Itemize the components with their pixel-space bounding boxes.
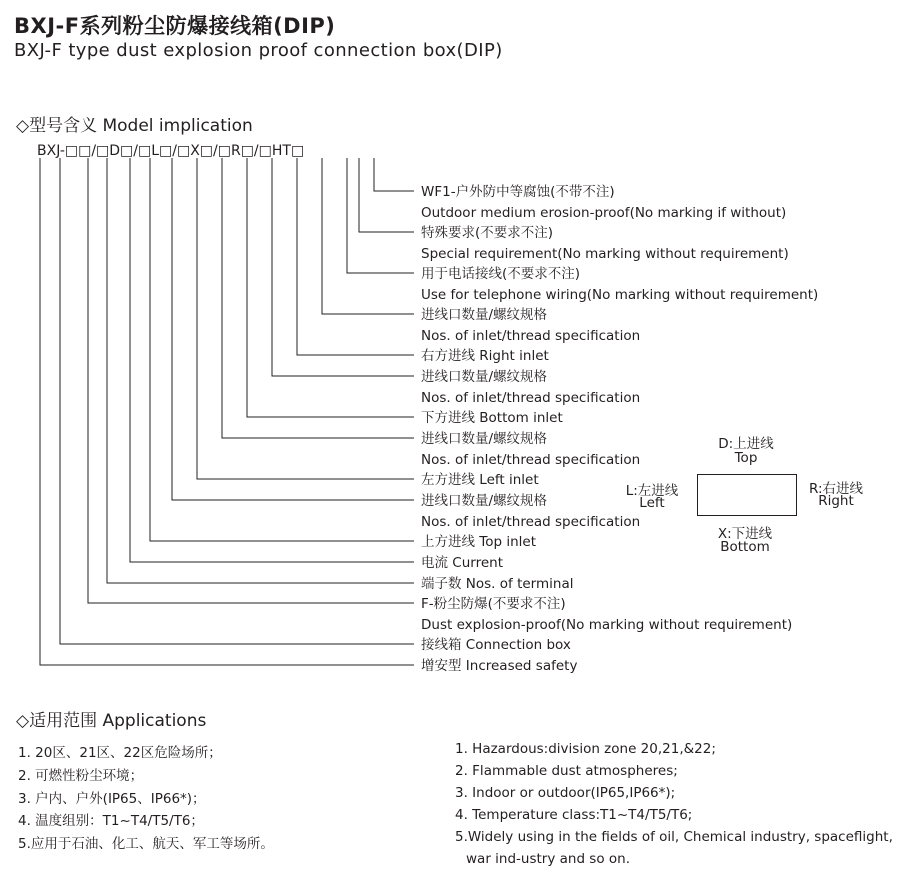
item-2: 特殊要求(不要求不注) [421,225,554,241]
app-en-4: 5.Widely using in the fields of oil, Chemical industry, spaceflight, [455,829,893,845]
leader-line [60,158,414,644]
app-en-3: 4. Temperature class:T1~T4/T5/T6; [455,807,693,823]
item-4: 用于电话接线(不要求不注) [421,266,581,282]
item-10: Nos. of inlet/thread specification [421,390,641,406]
app-cn-4: 5.应用于石油、化工、航天、军工等场所。 [18,836,274,852]
diagram-box [697,474,797,516]
app-en-0: 1. Hazardous:division zone 20,21,&22; [455,741,716,757]
leader-line [150,158,414,541]
diagram-top-en: Top [734,450,758,466]
model-code: BXJ-□□/□D□/□L□/□X□/□R□/□HT□ [37,143,305,159]
item-12: 进线口数量/螺纹规格 [421,431,548,447]
item-13: Nos. of inlet/thread specification [421,452,641,468]
diagram-top-cn: D:上进线 [718,436,774,452]
item-0: WF1-户外防中等腐蚀(不带不注) [421,184,615,200]
app-cn-1: 2. 可燃性粉尘环境； [18,768,144,784]
diagram-bottom-en: Bottom [720,539,770,555]
item-23: 增安型 Increased safety [421,658,578,674]
title-cn: BXJ-F系列粉尘防爆接线箱(DIP) [14,14,336,38]
leader-line [172,158,414,500]
app-en-2: 3. Indoor or outdoor(IP65,IP66*); [455,785,676,801]
item-18: 电流 Current [421,555,503,571]
leader-line [88,158,414,603]
item-3: Special requirement(No marking without requirement) [421,246,789,262]
app-en-5: war ind-ustry and so on. [466,851,630,867]
leader-line [297,158,414,355]
diagram-bottom-cn: X:下进线 [717,526,773,542]
item-6: 进线口数量/螺纹规格 [421,307,548,323]
leader-line [359,158,414,232]
leader-line [107,158,414,583]
item-9: 进线口数量/螺纹规格 [421,369,548,385]
item-11: 下方进线 Bottom inlet [421,410,563,426]
diagram-left-en: Left [639,495,665,511]
diagram-right-cn: R:右进线 [808,481,863,497]
item-22: 接线箱 Connection box [421,637,571,653]
title-en: BXJ-F type dust explosion proof connection box(DIP) [14,40,503,61]
diagram-right-en: Right [818,493,854,509]
item-1: Outdoor medium erosion-proof(No marking if without) [421,205,787,221]
item-7: Nos. of inlet/thread specification [421,328,641,344]
applications-heading: ◇适用范围 Applications [16,711,207,731]
item-14: 左方进线 Left inlet [421,472,539,488]
app-cn-3: 4. 温度组别：T1~T4/T5/T6； [18,813,204,829]
item-15: 进线口数量/螺纹规格 [421,493,548,509]
item-5: Use for telephone wiring(No marking without requirement) [421,287,819,303]
item-17: 上方进线 Top inlet [421,534,537,550]
leader-line [197,158,414,479]
model-heading: ◇型号含义 Model implication [16,116,253,136]
item-19: 端子数 Nos. of terminal [421,576,574,592]
item-20: F-粉尘防爆(不要求不注) [421,596,566,612]
app-cn-0: 1. 20区、21区、22区危险场所； [18,745,222,761]
item-8: 右方进线 Right inlet [421,348,549,364]
leader-line [222,158,414,438]
item-16: Nos. of inlet/thread specification [421,514,641,530]
leader-line [347,158,414,273]
diagram-left-cn: L:左进线 [625,483,679,499]
app-cn-2: 3. 户内、户外(IP65、IP66*)； [18,791,206,807]
leader-line [40,158,414,665]
leader-line [322,158,414,314]
app-en-1: 2. Flammable dust atmospheres; [455,763,678,779]
leader-line [374,158,414,191]
item-21: Dust explosion-proof(No marking without requirement) [421,617,793,633]
